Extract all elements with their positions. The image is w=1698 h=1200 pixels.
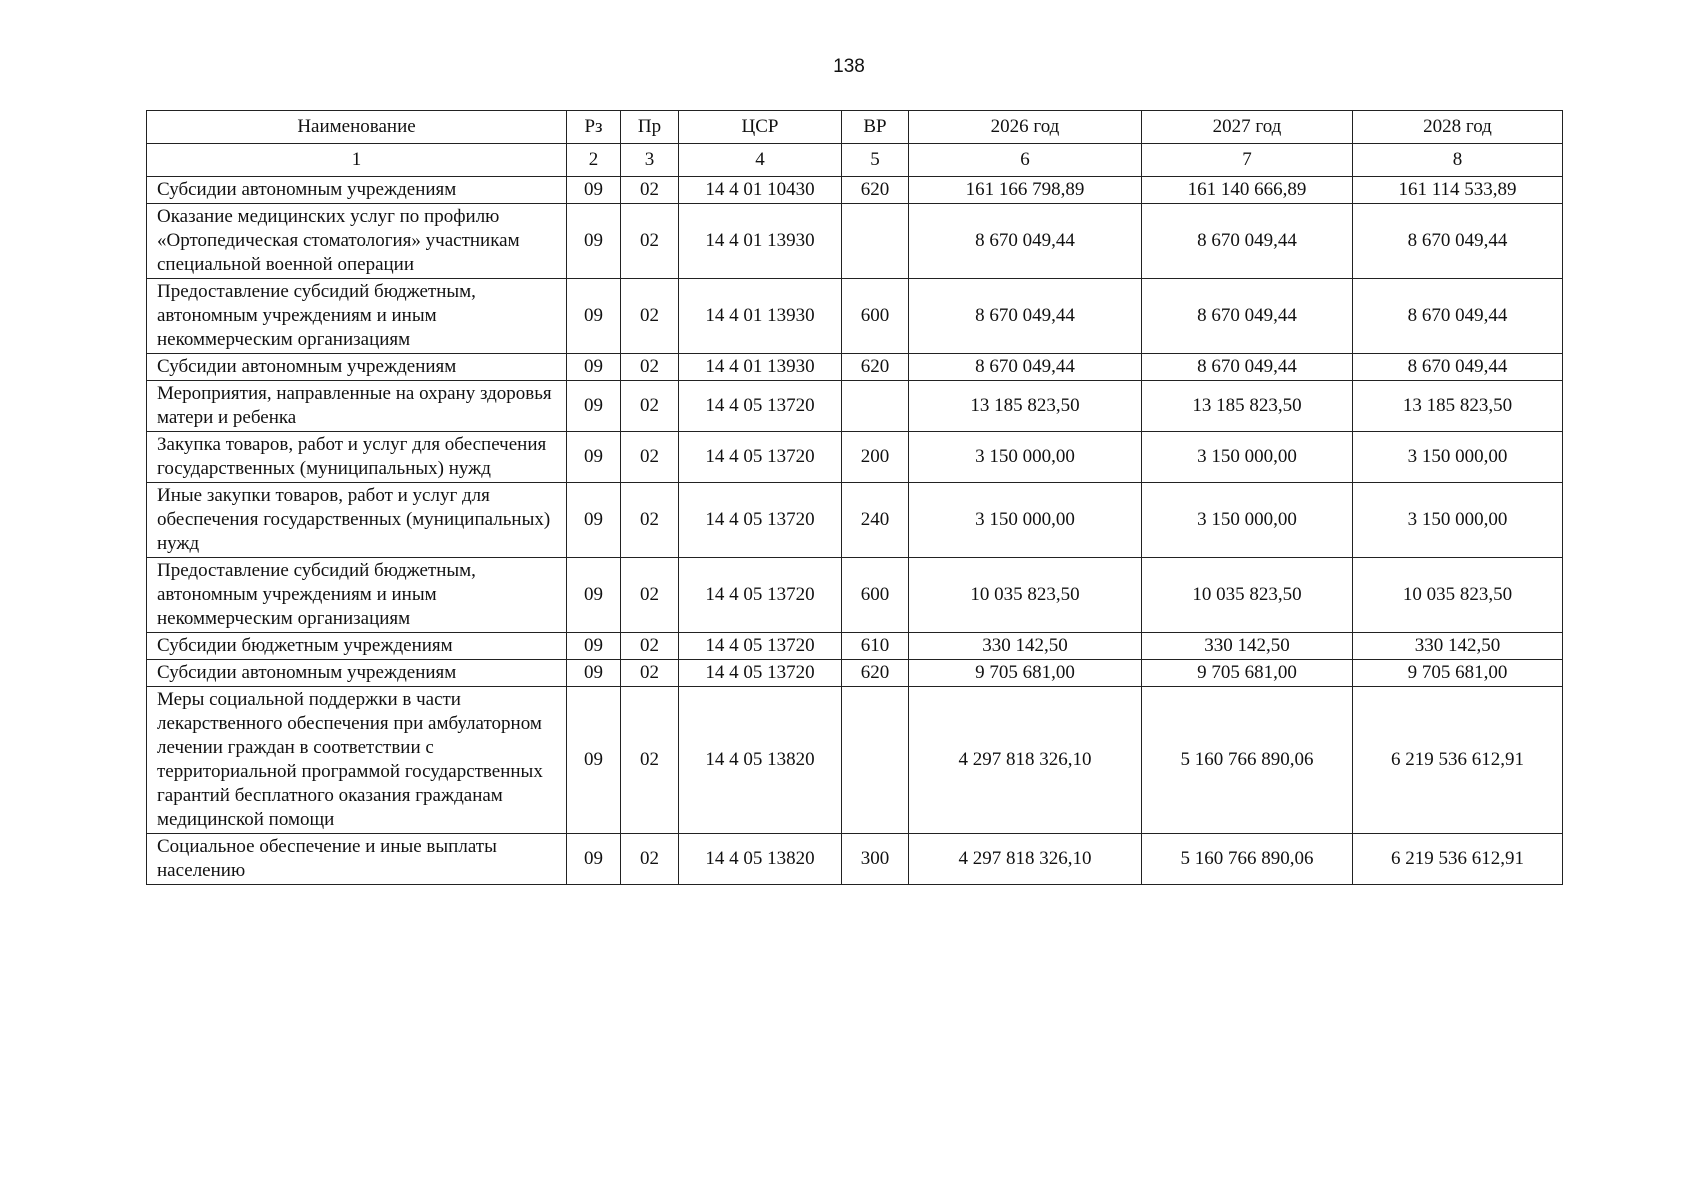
cell-pr: 02 (621, 558, 679, 633)
cell-2028: 8 670 049,44 (1353, 204, 1563, 279)
cell-pr: 02 (621, 279, 679, 354)
header-pr: Пр (621, 111, 679, 144)
cell-2026: 3 150 000,00 (909, 432, 1142, 483)
cell-csr: 14 4 01 13930 (679, 279, 842, 354)
cell-pr: 02 (621, 177, 679, 204)
cell-2028: 13 185 823,50 (1353, 381, 1563, 432)
cell-rz: 09 (567, 558, 621, 633)
cell-name: Закупка товаров, работ и услуг для обеспечения государственных (муниципальных) нужд (147, 432, 567, 483)
cell-csr: 14 4 01 13930 (679, 354, 842, 381)
cell-2027: 8 670 049,44 (1142, 279, 1353, 354)
cell-name: Иные закупки товаров, работ и услуг для обеспечения государственных (муниципальных) нужд (147, 483, 567, 558)
header-name: Наименование (147, 111, 567, 144)
column-number: 7 (1142, 144, 1353, 177)
cell-csr: 14 4 05 13820 (679, 834, 842, 885)
cell-2028: 3 150 000,00 (1353, 483, 1563, 558)
column-number: 2 (567, 144, 621, 177)
cell-name: Субсидии автономным учреждениям (147, 660, 567, 687)
cell-rz: 09 (567, 432, 621, 483)
cell-csr: 14 4 05 13820 (679, 687, 842, 834)
cell-csr: 14 4 05 13720 (679, 483, 842, 558)
header-vr: ВР (842, 111, 909, 144)
cell-2026: 8 670 049,44 (909, 204, 1142, 279)
cell-2027: 3 150 000,00 (1142, 432, 1353, 483)
column-number: 1 (147, 144, 567, 177)
cell-2027: 8 670 049,44 (1142, 354, 1353, 381)
cell-2027: 5 160 766 890,06 (1142, 834, 1353, 885)
cell-rz: 09 (567, 633, 621, 660)
cell-pr: 02 (621, 483, 679, 558)
cell-2028: 161 114 533,89 (1353, 177, 1563, 204)
page-number: 138 (833, 56, 865, 77)
cell-rz: 09 (567, 381, 621, 432)
cell-vr: 610 (842, 633, 909, 660)
cell-csr: 14 4 05 13720 (679, 432, 842, 483)
cell-2026: 13 185 823,50 (909, 381, 1142, 432)
cell-name: Субсидии автономным учреждениям (147, 354, 567, 381)
budget-table (146, 110, 1563, 885)
cell-2026: 4 297 818 326,10 (909, 687, 1142, 834)
cell-2027: 10 035 823,50 (1142, 558, 1353, 633)
table-row (147, 687, 1563, 834)
cell-vr: 600 (842, 558, 909, 633)
column-number: 4 (679, 144, 842, 177)
cell-rz: 09 (567, 177, 621, 204)
cell-csr: 14 4 01 10430 (679, 177, 842, 204)
table-row (147, 834, 1563, 885)
cell-csr: 14 4 05 13720 (679, 381, 842, 432)
column-number-row (147, 144, 1563, 177)
cell-2026: 9 705 681,00 (909, 660, 1142, 687)
cell-2026: 4 297 818 326,10 (909, 834, 1142, 885)
cell-2026: 3 150 000,00 (909, 483, 1142, 558)
cell-name: Мероприятия, направленные на охрану здоровья матери и ребенка (147, 381, 567, 432)
header-2027: 2027 год (1142, 111, 1353, 144)
cell-rz: 09 (567, 687, 621, 834)
cell-vr: 620 (842, 177, 909, 204)
cell-2027: 8 670 049,44 (1142, 204, 1353, 279)
table-row (147, 279, 1563, 354)
cell-vr (842, 381, 909, 432)
cell-csr: 14 4 05 13720 (679, 660, 842, 687)
table-row (147, 483, 1563, 558)
cell-2028: 10 035 823,50 (1353, 558, 1563, 633)
cell-pr: 02 (621, 633, 679, 660)
column-number: 3 (621, 144, 679, 177)
cell-2027: 13 185 823,50 (1142, 381, 1353, 432)
cell-2028: 330 142,50 (1353, 633, 1563, 660)
cell-vr: 620 (842, 354, 909, 381)
cell-vr (842, 204, 909, 279)
header-2028: 2028 год (1353, 111, 1563, 144)
cell-rz: 09 (567, 660, 621, 687)
header-row (147, 111, 1563, 144)
cell-2027: 9 705 681,00 (1142, 660, 1353, 687)
cell-2027: 5 160 766 890,06 (1142, 687, 1353, 834)
cell-csr: 14 4 01 13930 (679, 204, 842, 279)
cell-rz: 09 (567, 483, 621, 558)
cell-rz: 09 (567, 279, 621, 354)
cell-rz: 09 (567, 354, 621, 381)
cell-pr: 02 (621, 687, 679, 834)
cell-name: Предоставление субсидий бюджетным, автономным учреждениям и иным некоммерческим организациям (147, 558, 567, 633)
cell-pr: 02 (621, 354, 679, 381)
cell-2026: 161 166 798,89 (909, 177, 1142, 204)
table-row (147, 177, 1563, 204)
table-row (147, 633, 1563, 660)
table-row (147, 354, 1563, 381)
header-rz: Рз (567, 111, 621, 144)
cell-2028: 6 219 536 612,91 (1353, 834, 1563, 885)
cell-name: Социальное обеспечение и иные выплаты населению (147, 834, 567, 885)
cell-csr: 14 4 05 13720 (679, 633, 842, 660)
column-number: 6 (909, 144, 1142, 177)
cell-pr: 02 (621, 834, 679, 885)
cell-rz: 09 (567, 204, 621, 279)
column-number: 8 (1353, 144, 1563, 177)
table-row (147, 381, 1563, 432)
cell-2026: 10 035 823,50 (909, 558, 1142, 633)
cell-2026: 8 670 049,44 (909, 354, 1142, 381)
cell-csr: 14 4 05 13720 (679, 558, 842, 633)
cell-2027: 161 140 666,89 (1142, 177, 1353, 204)
cell-pr: 02 (621, 381, 679, 432)
cell-vr: 300 (842, 834, 909, 885)
column-number: 5 (842, 144, 909, 177)
table-row (147, 660, 1563, 687)
cell-2028: 8 670 049,44 (1353, 279, 1563, 354)
cell-pr: 02 (621, 432, 679, 483)
cell-name: Оказание медицинских услуг по профилю «Ортопедическая стоматология» участникам специальной военной операции (147, 204, 567, 279)
header-2026: 2026 год (909, 111, 1142, 144)
cell-rz: 09 (567, 834, 621, 885)
cell-name: Меры социальной поддержки в части лекарственного обеспечения при амбулаторном лечении граждан в соответствии с территориальной программой государственных гарантий бесплатного оказания гражданам медицинской помощи (147, 687, 567, 834)
cell-name: Предоставление субсидий бюджетным, автономным учреждениям и иным некоммерческим организациям (147, 279, 567, 354)
table-body (147, 177, 1563, 885)
cell-vr: 620 (842, 660, 909, 687)
cell-name: Субсидии автономным учреждениям (147, 177, 567, 204)
cell-name: Субсидии бюджетным учреждениям (147, 633, 567, 660)
table-row (147, 432, 1563, 483)
cell-2026: 330 142,50 (909, 633, 1142, 660)
cell-vr: 600 (842, 279, 909, 354)
cell-pr: 02 (621, 204, 679, 279)
header-csr: ЦСР (679, 111, 842, 144)
cell-vr: 240 (842, 483, 909, 558)
cell-2028: 8 670 049,44 (1353, 354, 1563, 381)
cell-2027: 3 150 000,00 (1142, 483, 1353, 558)
cell-2026: 8 670 049,44 (909, 279, 1142, 354)
table-row (147, 204, 1563, 279)
cell-vr: 200 (842, 432, 909, 483)
table-row (147, 558, 1563, 633)
cell-2027: 330 142,50 (1142, 633, 1353, 660)
cell-pr: 02 (621, 660, 679, 687)
cell-2028: 9 705 681,00 (1353, 660, 1563, 687)
cell-2028: 3 150 000,00 (1353, 432, 1563, 483)
cell-vr (842, 687, 909, 834)
cell-2028: 6 219 536 612,91 (1353, 687, 1563, 834)
